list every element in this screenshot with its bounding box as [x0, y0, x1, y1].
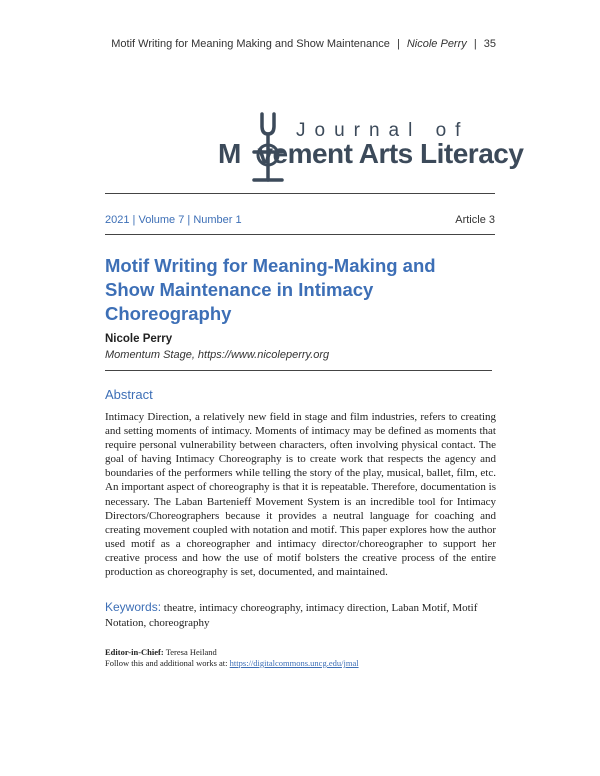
article-title: Motif Writing for Meaning-Making and Show Maintenance in Intimacy Choreography: [105, 255, 436, 324]
keywords-label: Keywords:: [105, 600, 162, 614]
issue-year: 2021: [105, 214, 130, 226]
journal-word: Journal of: [296, 120, 470, 141]
author-name: Nicole Perry: [105, 333, 173, 345]
keywords-text: theatre, intimacy choreography, intimacy direction, Laban Motif, Motif Notation, choreography: [105, 602, 478, 629]
divider: [105, 234, 495, 235]
divider: [105, 370, 492, 371]
abstract-heading: Abstract: [105, 387, 153, 402]
journal-logo: [218, 104, 524, 186]
abstract-text: Intimacy Direction, a relatively new field in stage and film industries, refers to creating and setting moments of intimacy. Moments of intimacy may be defined as moments that require personal vulnerability between characters, often involving physical contact. The goal of having Intimacy Choreography is to create work that respects the agency and boundaries of the performers while telling the story of the play, musical, ballet, film, etc. An important aspect of choreography is that it is repeatable. Therefore, documentation is necessary. The Laban Bartenieff Movement System is an incredible tool for Intimacy Directors/Choreographers because it provides a neutral language for coaching and creating movement coupled with notation and motif. This paper explores how the author used motif as a choreographer and intimacy director/choreographer to support her creative process and how the use of motif bolsters the creative process of the entire production as choreography is set, documented, and maintained.: [105, 411, 496, 579]
running-head: Motif Writing for Meaning Making and Show Maintenance | Nicole Perry | 35: [111, 38, 496, 50]
article-number: Article 3: [455, 214, 495, 226]
logo-o: [241, 138, 258, 169]
editor-name: Teresa Heiland: [163, 647, 217, 657]
page-number: 35: [483, 38, 496, 50]
issue-info: 2021 | Volume 7 | Number 1 Article 3: [105, 214, 495, 226]
issue-volume: Volume 7: [138, 214, 185, 226]
running-head-author: Nicole Perry: [406, 38, 467, 50]
footer-info: [105, 647, 496, 669]
follow-link[interactable]: https://digitalcommons.uncg.edu/jmal: [229, 658, 359, 668]
logo-rest: vement Arts Literacy: [257, 138, 524, 169]
author-affiliation: Momentum Stage, https://www.nicoleperry.org: [105, 349, 330, 361]
issue-number: Number 1: [193, 214, 242, 226]
logo-wordmark: [218, 138, 523, 170]
running-head-title: Motif Writing for Meaning Making and Show Maintenance: [111, 38, 390, 50]
editor-label: Editor-in-Chief:: [105, 647, 164, 657]
keywords: [105, 600, 496, 630]
follow-text: Follow this and additional works at:: [105, 658, 230, 668]
divider: [105, 193, 495, 194]
logo-m: M: [218, 138, 241, 169]
